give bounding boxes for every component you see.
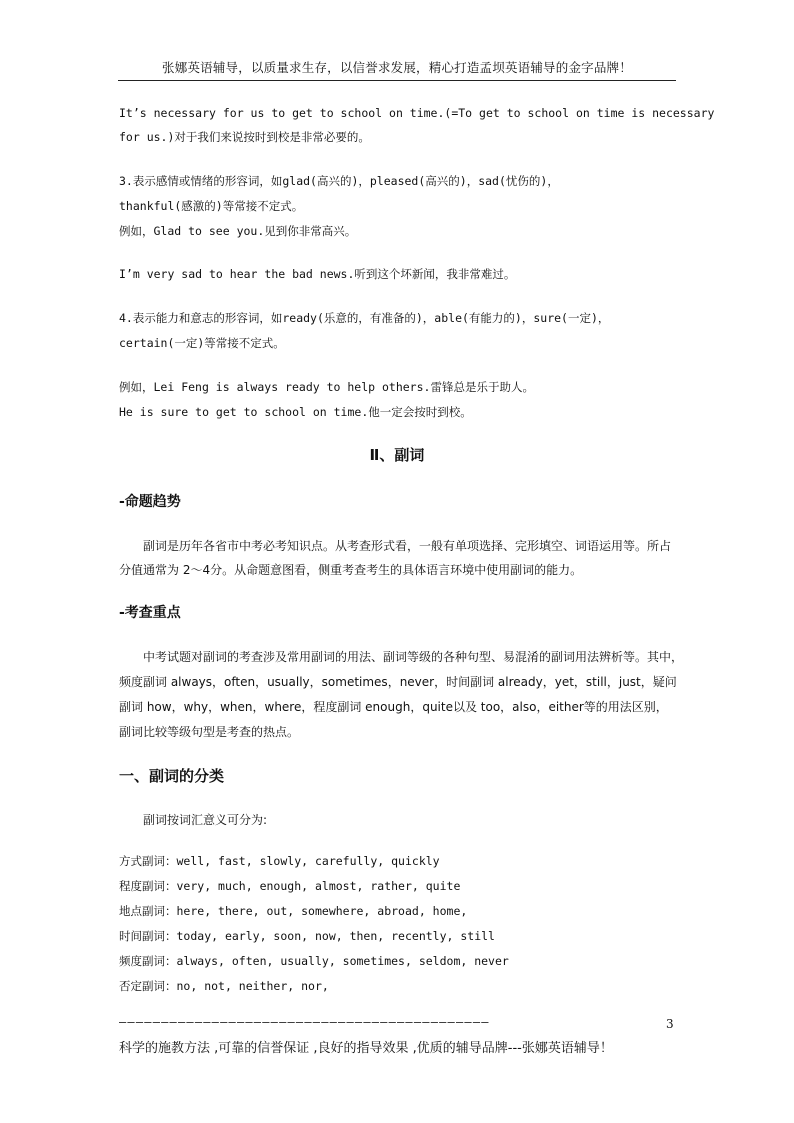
- section-title: Ⅱ、副词: [369, 446, 425, 464]
- category-line: 时间副词：today, early, soon, now, then, recently, still: [119, 929, 495, 943]
- paragraph-line: 副词按词汇意义可分为:: [143, 813, 268, 827]
- category-line: 程度副词：very, much, enough, almost, rather, quite: [119, 879, 461, 893]
- body-line: certain(一定)等常接不定式。: [119, 336, 285, 350]
- body-line: for us.)对于我们来说按时到校是非常必要的。: [119, 130, 370, 144]
- example-line: 例如，Lei Feng is always ready to help others.雷锋总是乐于助人。: [119, 380, 534, 394]
- paragraph-line: 分值通常为 2～4分。从命题意图看，侧重考查考生的具体语言环境中使用副词的能力。: [119, 563, 583, 577]
- category-line: 否定副词：no, not, neither, nor,: [119, 979, 329, 993]
- paragraph-line: 副词是历年各省市中考必考知识点。从考查形式看，一般有单项选择、完形填空、词语运用等。所占: [143, 539, 672, 553]
- category-line: 频度副词：always, often, usually, sometimes, seldom, never: [119, 954, 509, 968]
- subheading-classification: 一、副词的分类: [119, 767, 225, 785]
- example-line: He is sure to get to school on time.他一定会按时到校。: [119, 405, 472, 419]
- paragraph-line: 频度副词 always，often，usually，sometimes，never，时间副词 already，yet，still，just，疑问: [119, 675, 677, 689]
- body-line: 4.表示能力和意志的形容词，如ready(乐意的，有准备的)，able(有能力的)，sure(一定)，: [119, 311, 610, 325]
- page-header: 张娜英语辅导，以质量求生存，以信誉求发展，精心打造孟坝英语辅导的金字品牌！: [118, 58, 676, 81]
- category-line: 方式副词：well, fast, slowly, carefully, quickly: [119, 854, 440, 868]
- paragraph-line: 中考试题对副词的考查涉及常用副词的用法、副词等级的各种句型、易混淆的副词用法辨析等。其中，: [143, 650, 684, 664]
- paragraph-line: 副词 how，why，when，where，程度副词 enough，quite以及 too，also，either等的用法区别，: [119, 700, 668, 714]
- body-line: 3.表示感情或情绪的形容词，如glad(高兴的)，pleased(高兴的)，sad(忧伤的)，: [119, 174, 559, 188]
- example-line: 例如，Glad to see you.见到你非常高兴。: [119, 224, 357, 238]
- body-line: It’s necessary for us to get to school on time.(=To get to school on time is necessary: [119, 106, 715, 120]
- paragraph-line: 副词比较等级句型是考查的热点。: [119, 725, 300, 739]
- subheading-trend: -命题趋势: [119, 494, 181, 510]
- body-line: thankful(感激的)等常接不定式。: [119, 199, 304, 213]
- footer-divider: ————————————————————————————————————————————: [119, 1015, 490, 1029]
- subheading-focus: -考查重点: [119, 605, 181, 621]
- category-line: 地点副词：here, there, out, somewhere, abroad, home,: [119, 904, 468, 918]
- page-number: 3: [666, 1017, 674, 1031]
- example-line: I’m very sad to hear the bad news.听到这个坏新闻，我非常难过。: [119, 267, 516, 281]
- footer-slogan: 科学的施教方法 ,可靠的信誉保证 ,良好的指导效果 ,优质的辅导品牌---张娜英语辅导！: [119, 1041, 613, 1056]
